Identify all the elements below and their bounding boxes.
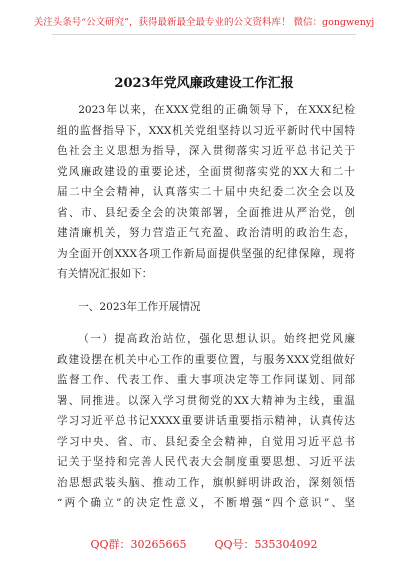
text-line: 学习习近平总书记XXXX重要讲话重要指示精神，认真传达	[57, 415, 355, 427]
text-line: 省、市、县纪委全会的决策部署，全面推进从严治党，创	[57, 206, 355, 219]
paragraph-gap	[57, 285, 355, 297]
promo-header: 关注头条号“公文研究”，获得最新最全最专业的公文资料库！ 微信：gongwenyj	[33, 17, 375, 28]
qq-number: QQ号：535304092	[214, 538, 318, 551]
text-line: 建清廉机关，努力营造正气充盈、政治清明的政治生态，	[57, 227, 355, 239]
text-line: 2023年以来，在XXX党组的正确领导下，在XXX纪检	[78, 104, 355, 116]
text-line: 治思想武装头脑、推动工作，旗帜鲜明讲政治，深刻领悟	[57, 476, 355, 489]
text-line: “两个确立”的决定性意义，不断增强“四个意识”、坚	[57, 497, 355, 509]
header-divider	[52, 34, 356, 35]
text-line: 为全面开创XXX各项工作新局面提供坚强的纪律保障，现将	[57, 247, 355, 260]
intro-paragraph	[57, 100, 355, 285]
text-line: 色社会主义思想为指导，深入贯彻落实习近平总书记关于	[57, 145, 355, 157]
text-line: （一）提高政治站位，强化思想认识。始终把党风廉	[78, 333, 355, 345]
text-line: 记关于坚持和完善人民代表大会制度重要思想、习近平法	[57, 456, 355, 468]
text-line: 监督工作、代表工作、重大事项决定等工作同谋划、同部	[57, 374, 355, 386]
text-line: 组的监督指导下，XXX机关党组坚持以习近平新时代中国特	[57, 124, 355, 137]
text-line: 党风廉政建设的重要论述，全面贯彻落实党的XX大和二十	[57, 165, 355, 178]
text-line: 有关情况汇报如下：	[57, 268, 153, 280]
text-line: 署、同推进。以深入学习贯彻党的XX大精神为主线，重温	[57, 394, 355, 407]
section-paragraph	[57, 329, 355, 514]
text-line: 届二中全会精神，认真落实二十届中央纪委二次全会以及	[57, 186, 355, 198]
paragraph-gap	[57, 317, 355, 329]
qq-group: QQ群：30265665	[90, 538, 187, 551]
text-line: 学习中央、省、市、县纪委全会精神，自觉用习近平总书	[57, 435, 355, 448]
document-body	[57, 100, 355, 514]
contact-footer	[0, 536, 408, 552]
document-title: 2023年党风廉政建设工作汇报	[114, 76, 294, 91]
section-heading: 一、2023年工作开展情况	[78, 300, 201, 313]
text-line: 政建设摆在机关中心工作的重要位置，与服务XXX党组做好	[57, 353, 355, 366]
